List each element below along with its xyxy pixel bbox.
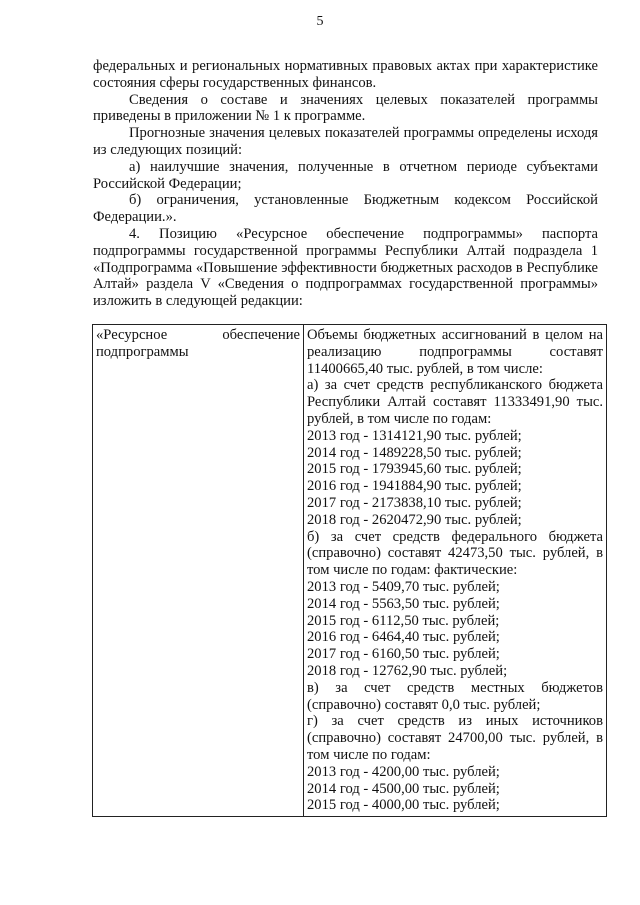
body-text [93,58,598,310]
position-value-cell [304,325,607,817]
resource-table [92,324,607,817]
paragraph: Прогнозные значения целевых показателей программы определены исходя из следующих позиций: [93,125,598,158]
paragraph: 4. Позицию «Ресурсное обеспечение подпрограммы» паспорта подпрограммы государственной программы Республики Алтай подраздела 1 «Подпрограмма «Повышение эффективности бюджетных расходов в Республике Алтай» раздела V «Сведения о подпрограммах государственной программы» изложить в следующей редакции: [93,225,598,310]
funding-line: 2013 год - 4200,00 тыс. рублей; [307,763,500,780]
funding-line: б) за счет средств федерального бюджета (справочно) составят 42473,50 тыс. рублей, в том числе по годам: фактические: [307,528,603,579]
funding-line: 2014 год - 4500,00 тыс. рублей; [307,780,500,797]
funding-line: 2015 год - 6112,50 тыс. рублей; [307,612,500,629]
funding-line: 2018 год - 2620472,90 тыс. рублей; [307,511,522,528]
funding-line: Объемы бюджетных ассигнований в целом на реализацию подпрограммы составят 11400665,40 тыс. рублей, в том числе: [307,327,603,377]
funding-line: 2015 год - 4000,00 тыс. рублей; [307,797,500,814]
paragraph: б) ограничения, установленные Бюджетным кодексом Российской Федерации.». [93,192,598,226]
funding-line: 2018 год - 12762,90 тыс. рублей; [307,662,508,679]
page-number: 5 [316,14,324,29]
funding-line: 2013 год - 5409,70 тыс. рублей; [307,578,500,595]
funding-line: 2015 год - 1793945,60 тыс. рублей; [307,461,522,478]
funding-line: 2016 год - 1941884,90 тыс. рублей; [307,478,522,495]
funding-line: 2017 год - 2173838,10 тыс. рублей; [307,494,522,511]
funding-line: 2016 год - 6464,40 тыс. рублей; [307,629,500,646]
table-row [93,325,607,817]
paragraph: а) наилучшие значения, полученные в отчетном периоде субъектами Российской Федерации; [93,158,598,192]
paragraph: федеральных и региональных нормативных правовых актах при характеристике состояния сферы государственных финансов. [93,58,598,91]
funding-line: 2014 год - 5563,50 тыс. рублей; [307,595,500,612]
position-name-cell: «Ресурсное обеспечение подпрограммы [93,325,304,817]
funding-line: г) за счет средств из иных источников (справочно) составят 24700,00 тыс. рублей, в том числе по годам: [307,713,603,763]
funding-line: 2013 год - 1314121,90 тыс. рублей; [307,427,522,444]
funding-line: а) за счет средств республиканского бюджета Республики Алтай составят 11333491,90 тыс. рублей, в том числе по годам: [307,377,603,427]
paragraph: Сведения о составе и значениях целевых показателей программы приведены в приложении № 1 к программе. [93,91,598,125]
funding-line: 2014 год - 1489228,50 тыс. рублей; [307,444,522,461]
funding-line: в) за счет средств местных бюджетов (справочно) составят 0,0 тыс. рублей; [307,679,603,713]
funding-line: 2017 год - 6160,50 тыс. рублей; [307,646,500,663]
